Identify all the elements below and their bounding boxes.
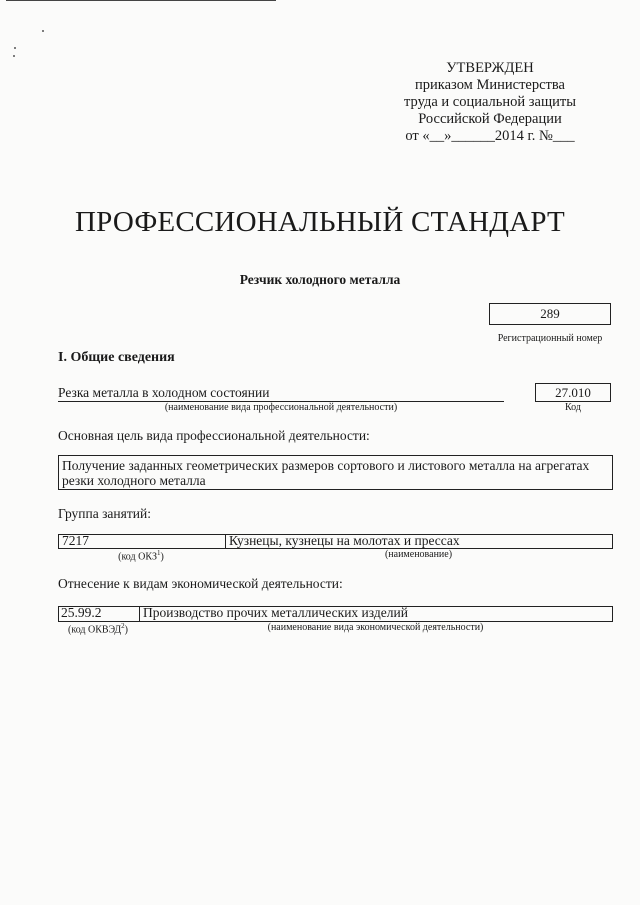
- goal-text: Получение заданных геометрических размеров сортового и листового металла на агрегатах резки холодного металла: [62, 458, 590, 488]
- economic-activity-divider: [139, 607, 140, 621]
- activity-name: Резка металла в холодном состоянии: [58, 385, 270, 400]
- approval-date-line: от «__»______2014 г. №___: [405, 128, 575, 144]
- activity-code-box: [535, 383, 611, 402]
- scan-speck: [13, 55, 15, 57]
- footnote-mark: 1: [157, 549, 161, 557]
- scan-speck: [14, 47, 16, 49]
- approval-line: Российской Федерации: [418, 111, 562, 127]
- goal-box: [58, 455, 613, 490]
- footnote-mark: 2: [121, 622, 125, 630]
- approval-line: УТВЕРЖДЕН: [446, 60, 534, 76]
- economic-activity-row: [58, 606, 613, 622]
- caption-text: (код ОКВЭД: [68, 624, 122, 636]
- scan-speck: [42, 30, 44, 32]
- occupation-group-row: [58, 534, 613, 549]
- approval-block: [390, 60, 590, 145]
- registration-number: 289: [540, 306, 560, 321]
- economic-activity-name: Производство прочих металлических изделий: [143, 605, 408, 620]
- occupation-group-code-caption: (код ОКЗ$^1$): [118, 549, 164, 563]
- approval-line: приказом Министерства: [415, 77, 565, 93]
- registration-number-label: Регистрационный номер: [497, 333, 603, 344]
- occupation-group-name-caption: (наименование): [384, 549, 453, 560]
- goal-label: Основная цель вида профессиональной деятельности:: [58, 428, 370, 443]
- occupation-group-label: Группа занятий:: [58, 506, 151, 521]
- section-heading: I. Общие сведения: [58, 350, 175, 365]
- occupation-group-name: Кузнецы, кузнецы на молотах и прессах: [229, 533, 460, 548]
- registration-number-box: [489, 303, 611, 325]
- occupation-group-divider: [225, 535, 226, 548]
- document-subtitle: Резчик холодного металла: [239, 272, 401, 287]
- activity-code-caption: Код: [565, 402, 581, 413]
- document-title: ПРОФЕССИОНАЛЬНЫЙ СТАНДАРТ: [75, 206, 565, 238]
- occupation-group-code: 7217: [62, 533, 89, 548]
- approval-line: труда и социальной защиты: [404, 94, 576, 110]
- activity-code: 27.010: [555, 385, 591, 400]
- economic-activity-code-caption: (код ОКВЭД$^2$): [68, 622, 128, 636]
- economic-activity-code: 25.99.2: [61, 605, 102, 620]
- top-scan-rule: [6, 0, 276, 1]
- activity-name-caption: (наименование вида профессиональной деятельности): [164, 402, 398, 413]
- economic-activity-name-caption: (наименование вида экономической деятельности): [267, 622, 484, 633]
- caption-text: (код ОКЗ: [118, 551, 158, 563]
- economic-activity-label: Отнесение к видам экономической деятельности:: [58, 576, 343, 591]
